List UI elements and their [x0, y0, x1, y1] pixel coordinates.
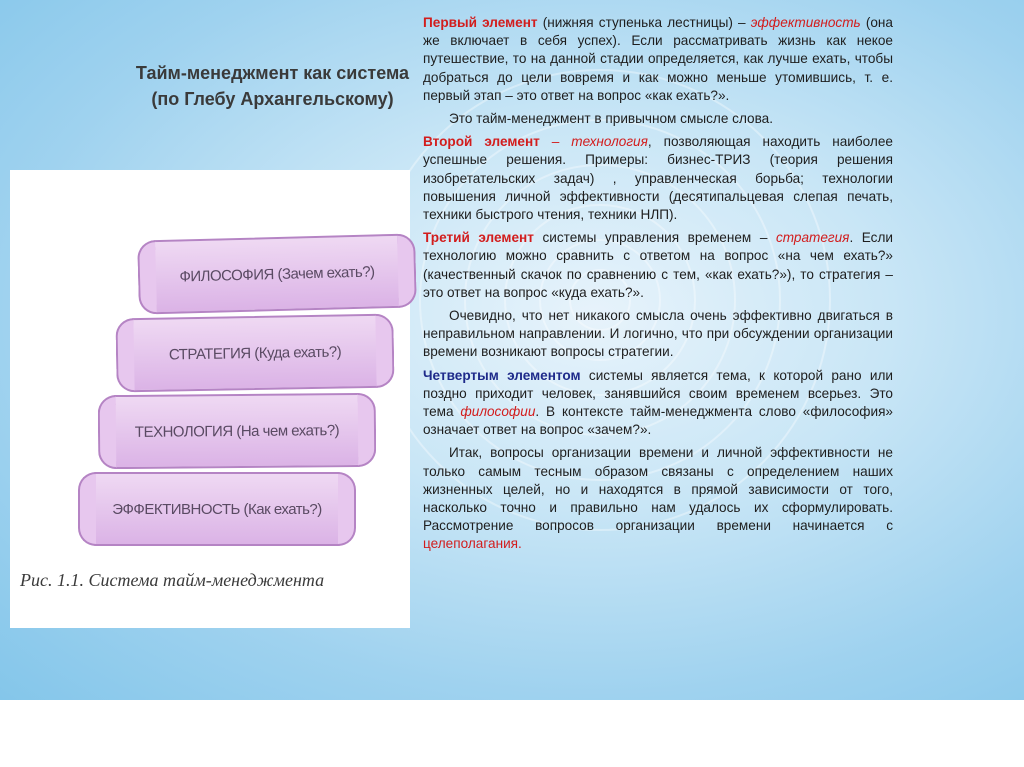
paragraph-text: Итак, вопросы организации времени и личной эффективности не только самым тесным образом связаны с определением наших жизненных целей, но и находятся в прямой зависимости от того, насколько точно и правильно нам удалось их сформулировать. Рассмотрение вопросов организации времени начинается с — [423, 445, 893, 534]
paragraph-first-element-note: Это тайм-менеджмент в привычном смысле слова. — [449, 111, 773, 127]
paragraph-conclusion — [423, 444, 893, 553]
body-text — [423, 14, 893, 559]
figure-caption: Рис. 1.1. Система тайм-менеджмента — [20, 570, 325, 590]
paragraph-text: (нижняя ступенька лестницы) – — [537, 15, 751, 30]
dash: – — [539, 134, 572, 150]
second-element-heading: Второй элемент — [423, 134, 540, 150]
paragraph-second-element — [423, 133, 893, 224]
step-philosophy — [149, 234, 405, 315]
third-element-heading: Третий элемент — [423, 230, 534, 246]
term-technology: технология — [571, 134, 648, 150]
step-efficiency — [90, 472, 344, 546]
staircase-figure — [10, 170, 410, 628]
step-technology — [110, 393, 365, 469]
paragraph-first-element — [423, 14, 893, 105]
fourth-element-heading: Четвертым элементом — [423, 367, 581, 383]
paragraph-text: , позволяющая находить наиболее успешные решения. Примеры: бизнес-ТРИЗ (теория решения изобретательских задач) , управленческая борьба; технологии повышения личной эффективности (десятипальцевая слепая печать, техники быстрого чтения, техники НЛП). — [423, 134, 893, 223]
slide-title — [130, 60, 415, 112]
term-efficiency: эффективность — [750, 15, 861, 30]
term-strategy: стратегия — [775, 230, 850, 246]
first-element-heading: Первый элемент — [423, 15, 538, 30]
step-efficiency-label: ЭФФЕКТИВНОСТЬ (Как ехать?) — [112, 500, 322, 518]
term-goal-setting: целеполагания. — [423, 536, 522, 552]
paragraph-fourth-element — [423, 367, 893, 440]
step-philosophy-label: ФИЛОСОФИЯ (Зачем ехать?) — [179, 262, 375, 286]
paragraph-text: системы является тема, к которой рано или поздно приходит человек, занявшийся своим временем всерьез. Это тема — [423, 367, 893, 420]
term-philosophy: философии — [460, 404, 536, 420]
paragraph-text: . В контексте тайм-менеджмента слово «философия» означает ответ на вопрос «зачем?». — [423, 404, 893, 438]
title-line-1: Тайм-менеджмент как система — [135, 63, 410, 83]
paragraph-text: (она же включает в себя успех). Если рассматривать жизнь как некое путешествие, то на данной стадии определяется, как лучше ехать, чтобы добраться до цели вовремя и как можно меньше утомившись, т. е. первый этап – это ответ на вопрос «как ехать?». — [423, 15, 893, 103]
step-technology-label: ТЕХНОЛОГИЯ (На чем ехать?) — [134, 421, 340, 441]
step-strategy — [127, 314, 382, 392]
title-line-2: (по Глебу Архангельскому) — [151, 89, 394, 109]
step-strategy-label: СТРАТЕГИЯ (Куда ехать?) — [168, 342, 342, 364]
paragraph-text: . Если технологию можно сравнить с ответом на вопрос «на чем ехать?» (качественный скачок по сравнению с тем, «как ехать?»), то стратегия – это ответ на вопрос «куда ехать?». — [423, 230, 893, 300]
paragraph-text: системы управления временем – — [533, 230, 776, 246]
paragraph-third-element — [423, 229, 893, 302]
paragraph-third-element-note: Очевидно, что нет никакого смысла очень эффективно двигаться в неправильном направлении. И логично, что при обсуждении организации времени возникают вопросы стратегии. — [423, 308, 893, 360]
